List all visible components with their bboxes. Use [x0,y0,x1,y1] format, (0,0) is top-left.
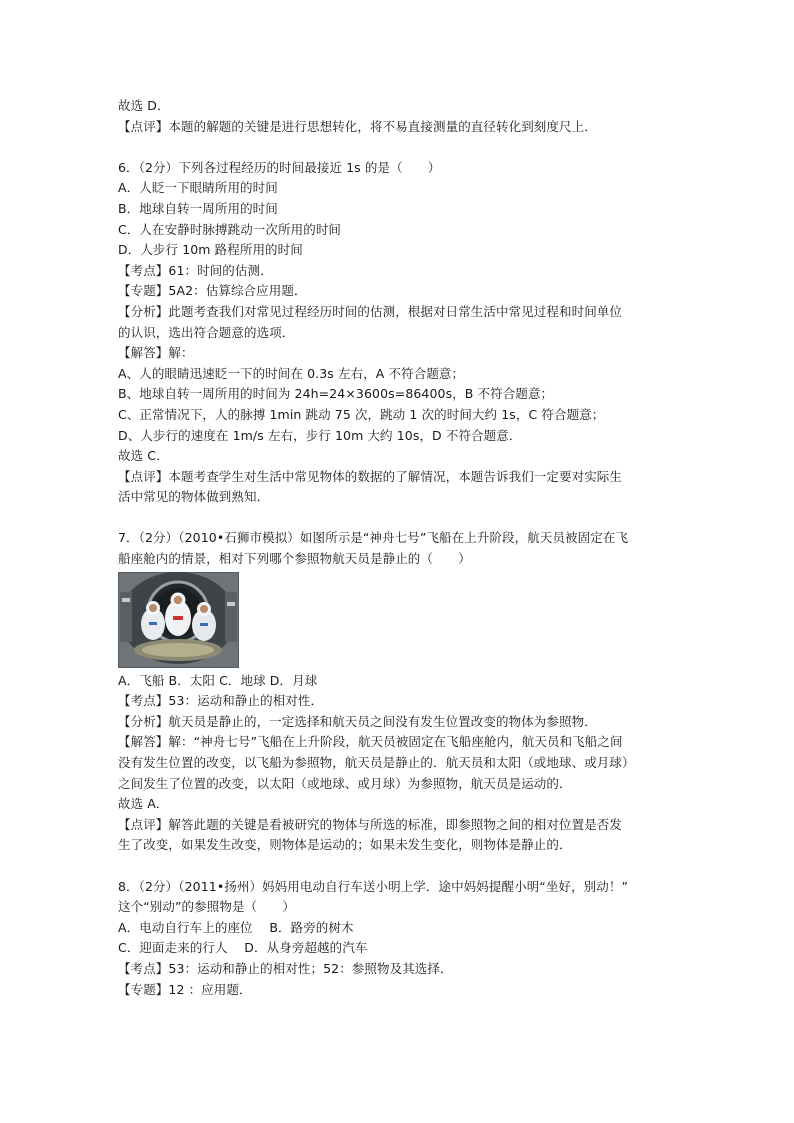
q8-stem-line1: 8．（2分）（2011•扬州）妈妈用电动自行车送小明上学．途中妈妈提醒小明“坐好，别动！” [118,878,629,894]
q8-options-line2: C．迎面走来的行人 D．从身旁超越的汽车 [118,940,368,956]
q6-jieda-a: A、人的眼睛迅速眨一下的时间在 0.3s 左右，A 不符合题意； [118,365,465,381]
q7-comment-line1: 【点评】解答此题的关键是看被研究的物体与所选的标准，即参照物之间的相对位置是否发 [118,816,623,832]
q8-zhuanti: 【专题】12 ：应用题． [118,981,252,997]
shenzhou-cabin-photo [118,572,239,668]
q6-option-b: B．地球自转一周所用的时间 [118,200,278,216]
q7-stem-line1: 7．（2分）（2010•石狮市模拟）如图所示是“神舟七号”飞船在上升阶段，航天员被固定在飞 [118,530,629,546]
q6-zhuanti: 【专题】5A2：估算综合应用题． [118,283,307,299]
q6-comment-line1: 【点评】本题考查学生对生活中常见物体的数据的了解情况，本题告诉我们一定要对实际生 [118,468,623,484]
q6-option-c: C．人在安静时脉搏跳动一次所用的时间 [118,221,342,237]
q6-comment-line2: 活中常见的物体做到熟知． [118,489,270,505]
q7-kaodian: 【考点】53：运动和静止的相对性． [118,693,324,709]
q6-jieda-d: D、人步行的速度在 1m/s 左右，步行 10m 大约 10s，D 不符合题意． [118,427,522,443]
q6-option-a: A．人眨一下眼睛所用的时间 [118,180,278,196]
q5-comment: 【点评】本题的解题的关键是进行思想转化，将不易直接测量的直径转化到刻度尺上． [118,118,597,134]
q8-options-line1: A．电动自行车上的座位 B．路旁的树木 [118,919,354,935]
astronaut-cabin-image [118,572,239,668]
q7-answer: 故选 A． [118,796,169,812]
q6-jieda-c: C、正常情况下，人的脉搏 1min 跳动 75 次，跳动 1 次的时间大约 1s，C 符合题意； [118,406,605,422]
document-content [118,96,678,1000]
q7-jieda-line2: 没有发生位置的改变，以飞船为参照物，航天员是静止的．航天员和太阳（或地球、或月球） [118,755,635,771]
q7-options: A．飞船 B．太阳 C．地球 D．月球 [118,672,318,688]
q7-comment-line2: 生了改变，如果发生改变，则物体是运动的；如果未发生变化，则物体是静止的． [118,837,572,853]
q6-jieda-b: B、地球自转一周所用的时间为 24h=24×3600s=86400s，B 不符合题意； [118,386,554,402]
q5-answer: 故选 D． [118,98,170,113]
q6-stem: 6．（2分）下列各过程经历的时间最接近 1s 的是（ ） [118,159,441,175]
q6-answer: 故选 C． [118,448,169,464]
q6-option-d: D．人步行 10m 路程所用的时间 [118,242,303,258]
q6-jieda-head: 【解答】解： [118,345,194,361]
q7-jieda-line1: 【解答】解：“神舟七号”飞船在上升阶段，航天员被固定在飞船座舱内，航天员和飞船之间 [118,734,623,750]
q6-kaodian: 【考点】61：时间的估测． [118,262,273,278]
q7-jieda-line3: 之间发生了位置的改变，以太阳（或地球、或月球）为参照物，航天员是运动的． [118,775,572,791]
q7-fenxi: 【分析】航天员是静止的，一定选择和航天员之间没有发生位置改变的物体为参照物． [118,713,597,729]
q8-kaodian: 【考点】53：运动和静止的相对性；52：参照物及其选择． [118,960,453,976]
q6-fenxi-line2: 的认识，选出符合题意的选项． [118,324,295,340]
q7-stem-line2: 船座舱内的情景，相对下列哪个参照物航天员是静止的（ ） [118,551,471,567]
q6-fenxi-line1: 【分析】此题考查我们对常见过程经历时间的估测，根据对日常生活中常见过程和时间单位 [118,303,623,319]
q8-stem-line2: 这个“别动”的参照物是（ ） [118,899,295,915]
